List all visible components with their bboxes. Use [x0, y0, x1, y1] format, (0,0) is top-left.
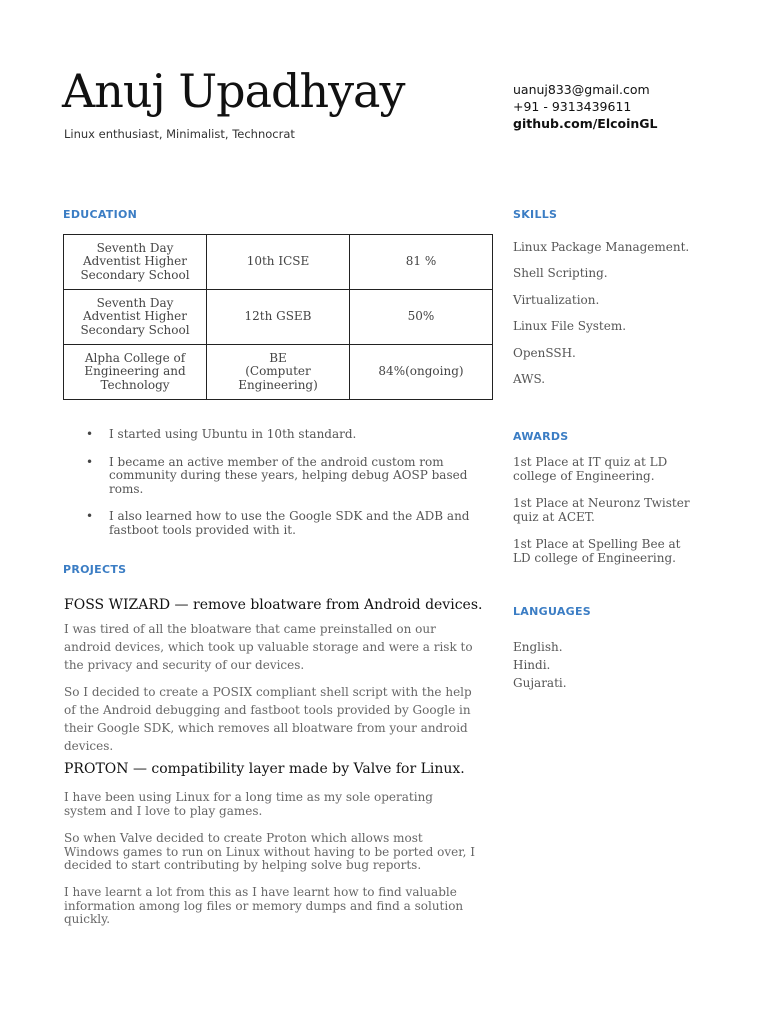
- resume-name: Anuj Upadhyay: [62, 64, 405, 118]
- awards-heading: AWARDS: [513, 430, 569, 443]
- project-paragraph: So when Valve decided to create Proton which allows most Windows games to run on Linux without having to be ported over, I decided to start contributing by helping solve bug reports.: [64, 831, 475, 872]
- resume-tagline: Linux enthusiast, Minimalist, Technocrat: [64, 127, 295, 141]
- edu-course-cell: 12th GSEB: [207, 290, 350, 345]
- project-description: — remove bloatware from Android devices.: [170, 597, 483, 613]
- languages-heading: LANGUAGES: [513, 605, 592, 618]
- project-paragraph: I have been using Linux for a long time as my sole operating system and I love to play games.: [64, 790, 433, 818]
- table-row: [64, 235, 493, 290]
- contact-block: [513, 81, 658, 132]
- project-description: — compatibility layer made by Valve for Linux.: [128, 761, 465, 777]
- list-item: Virtualization.: [513, 292, 600, 307]
- contact-phone: +91 - 9313439611: [513, 99, 632, 114]
- project-paragraph: I was tired of all the bloatware that came preinstalled on our android devices, which took up valuable storage and were a risk to the privacy and security of our devices.: [64, 622, 473, 672]
- project-name: PROTON: [64, 761, 129, 777]
- edu-course-cell: BE (Computer Engineering): [207, 345, 350, 400]
- list-item: • I became an active member of the android custom rom community during these years, helping debug AOSP based roms.: [86, 456, 486, 497]
- project-name: FOSS WIZARD: [64, 597, 171, 613]
- project-title: [64, 597, 482, 613]
- edu-school-cell: Seventh Day Adventist Higher Secondary School: [64, 235, 207, 290]
- edu-score-cell: 50%: [350, 290, 493, 345]
- list-item: OpenSSH.: [513, 345, 576, 360]
- table-row: [64, 290, 493, 345]
- projects-heading: PROJECTS: [63, 563, 127, 576]
- list-item: 1st Place at Spelling Bee at LD college of Engineering.: [513, 537, 681, 565]
- education-bullets: [86, 428, 486, 551]
- edu-course-cell: 10th ICSE: [207, 235, 350, 290]
- table-row: [64, 345, 493, 400]
- contact-github[interactable]: github.com/ElcoinGL: [513, 116, 658, 131]
- list-item: Shell Scripting.: [513, 266, 608, 281]
- education-heading: EDUCATION: [63, 208, 138, 221]
- edu-score-cell: 84%(ongoing): [350, 345, 493, 400]
- list-item: Gujarati.: [513, 676, 567, 690]
- project-paragraph: So I decided to create a POSIX compliant shell script with the help of the Android debugging and fastboot tools provided by Google in their Google SDK, which removes all bloatware from your android devices.: [64, 685, 472, 753]
- skills-heading: SKILLS: [513, 208, 558, 221]
- list-item: Linux Package Management.: [513, 240, 690, 254]
- list-item: Linux File System.: [513, 319, 627, 334]
- list-item: 1st Place at Neuronz Twister quiz at ACET.: [513, 496, 690, 524]
- list-item: AWS.: [513, 371, 546, 386]
- list-item: English.: [513, 640, 563, 654]
- list-item: 1st Place at IT quiz at LD college of Engineering.: [513, 455, 668, 483]
- languages-list: [513, 638, 567, 692]
- list-item: • I started using Ubuntu in 10th standard.: [86, 428, 486, 442]
- project-title: [64, 761, 465, 777]
- education-table: [63, 234, 493, 400]
- project-paragraph: I have learnt a lot from this as I have learnt how to find valuable information among log files or memory dumps and find a solution quickly.: [64, 885, 464, 926]
- edu-school-cell: Seventh Day Adventist Higher Secondary School: [64, 290, 207, 345]
- awards-list: [513, 456, 698, 579]
- edu-score-cell: 81 %: [350, 235, 493, 290]
- list-item: • I also learned how to use the Google SDK and the ADB and fastboot tools provided with it.: [86, 510, 486, 537]
- skills-list: [513, 240, 689, 398]
- edu-school-cell: Alpha College of Engineering and Technology: [64, 345, 207, 400]
- list-item: Hindi.: [513, 658, 551, 672]
- contact-email[interactable]: uanuj833@gmail.com: [513, 82, 650, 97]
